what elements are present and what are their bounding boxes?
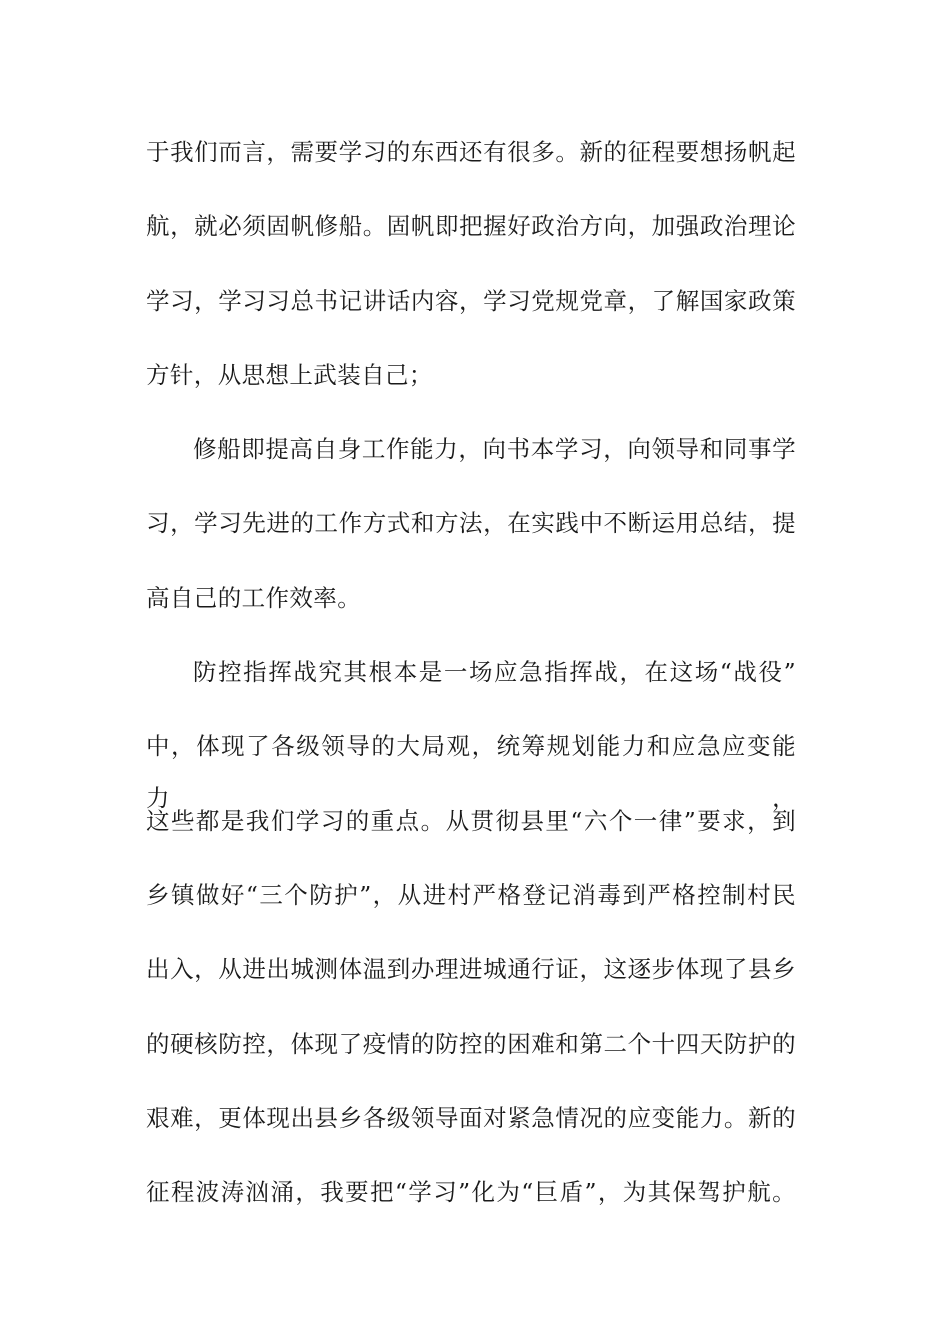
document-page xyxy=(146,126,796,1240)
text-line-9: 中，体现了各级领导的大局观，统筹规划能力和应急应变能力， xyxy=(146,732,796,813)
text-line-6: 习，学习先进的工作方式和方法，在实践中不断运用总结，提 xyxy=(146,509,796,538)
text-line-5: 修船即提高自身工作能力，向书本学习，向领导和同事学 xyxy=(193,435,796,464)
text-line-8: 防控指挥战究其根本是一场应急指挥战，在这场“战役” xyxy=(193,658,796,687)
text-line-4: 方针，从思想上武装自己； xyxy=(146,360,433,389)
text-line-12: 出入，从进出城测体温到办理进城通行证，这逐步体现了县乡 xyxy=(146,955,796,984)
text-line-2: 航，就必须固帆修船。固帆即把握好政治方向，加强政治理论 xyxy=(146,212,796,241)
text-line-15: 征程波涛汹涌，我要把“学习”化为“巨盾”，为其保驾护航。 xyxy=(146,1178,796,1207)
text-line-14: 艰难，更体现出县乡各级领导面对紧急情况的应变能力。新的 xyxy=(146,1103,796,1132)
text-line-10: 这些都是我们学习的重点。从贯彻县里“六个一律”要求，到 xyxy=(146,806,796,835)
text-line-11: 乡镇做好“三个防护”，从进村严格登记消毒到严格控制村民 xyxy=(146,880,796,909)
text-line-7: 高自己的工作效率。 xyxy=(146,583,362,612)
text-line-3: 学习，学习习总书记讲话内容，学习党规党章，了解国家政策 xyxy=(146,286,796,315)
text-line-13: 的硬核防控，体现了疫情的防控的困难和第二个十四天防护的 xyxy=(146,1029,796,1058)
text-line-1: 于我们而言，需要学习的东西还有很多。新的征程要想扬帆起 xyxy=(146,138,796,166)
